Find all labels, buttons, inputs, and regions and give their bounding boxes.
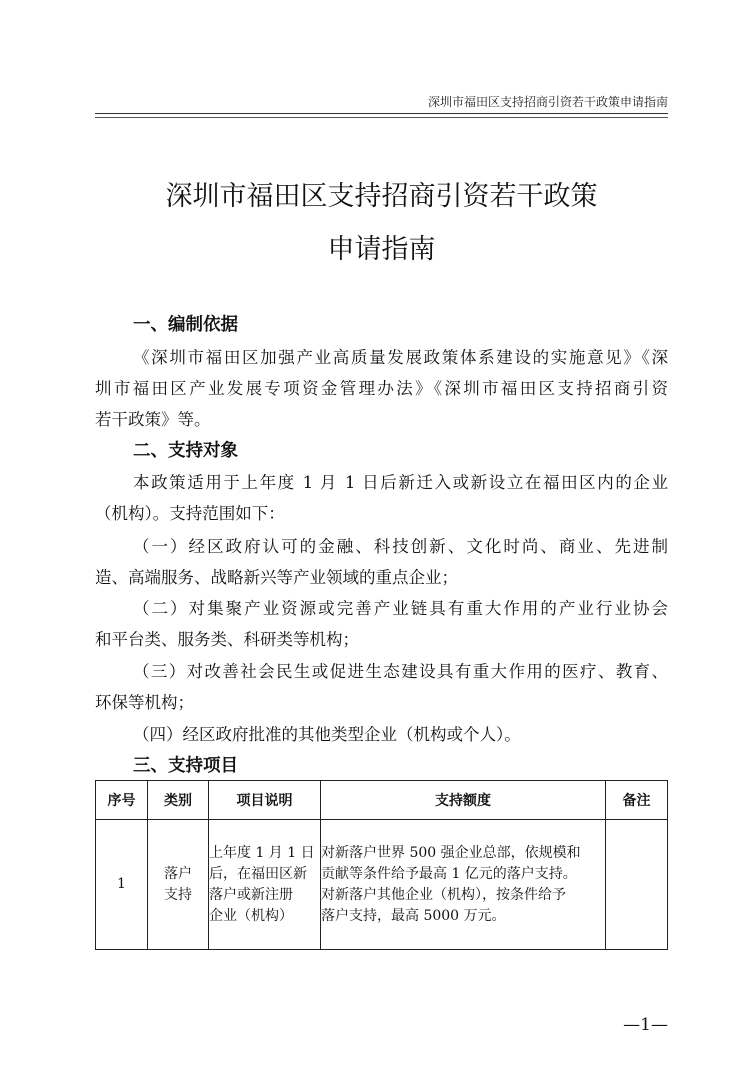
list-item-line: （四）经区政府批准的其他类型企业（机构或个人）。 — [133, 725, 521, 744]
running-header: 深圳市福田区支持招商引资若干政策申请指南 — [427, 95, 668, 109]
list-item-line: 和平台类、服务类、科研类等机构； — [95, 630, 359, 649]
paragraph-line: 若干政策》等。 — [95, 410, 211, 429]
support-items-table — [95, 780, 668, 950]
cell-category — [148, 820, 209, 950]
section-heading-targets: 二、支持对象 — [133, 441, 238, 461]
page-number: —1— — [623, 1015, 668, 1035]
table-header-row — [96, 781, 668, 820]
cell-line: 贡献等条件给予最高 1 亿元的落户支持。 — [321, 865, 577, 882]
section-heading-basis: 一、编制依据 — [133, 315, 238, 335]
cell-amount — [321, 820, 606, 950]
paragraph-line: 圳市福田区产业发展专项资金管理办法》《深圳市福田区支持招商引资 — [95, 379, 668, 398]
list-item-line: 环保等机构； — [95, 693, 194, 712]
list-item-line: （三）对改善社会民生或促进生态建设具有重大作用的医疗、教育、 — [133, 662, 668, 681]
cell-line: 上年度 1 月 1 日 — [209, 844, 315, 861]
cell-line: 企业（机构） — [209, 907, 293, 924]
document-title-line1: 深圳市福田区支持招商引资若干政策 — [165, 181, 598, 212]
section-heading-projects: 三、支持项目 — [133, 756, 238, 776]
list-item-line: 造、高端服务、战略新兴等产业领域的重点企业； — [95, 568, 458, 587]
column-header-amount: 支持额度 — [321, 781, 606, 820]
paragraph-line: （机构）。支持范围如下： — [95, 504, 285, 523]
cell-line: 后，在福田区新 — [209, 865, 307, 882]
list-item-line: （一）经区政府认可的金融、科技创新、文化时尚、商业、先进制 — [133, 537, 668, 556]
table-row — [96, 820, 668, 950]
list-item-line: （二）对集聚产业资源或完善产业链具有重大作用的产业行业协会 — [133, 599, 668, 618]
cell-line: 支持 — [164, 886, 192, 903]
column-header-category: 类别 — [148, 781, 209, 820]
paragraph-line: 本政策适用于上年度 1 月 1 日后新迁入或新设立在福田区内的企业 — [133, 473, 668, 492]
cell-line: 落户 — [164, 865, 192, 882]
cell-line: 对新落户世界 500 强企业总部，依规模和 — [321, 844, 581, 861]
column-header-description: 项目说明 — [209, 781, 321, 820]
document-title-line2: 申请指南 — [327, 234, 436, 265]
cell-remark — [606, 820, 668, 950]
cell-description — [209, 820, 321, 950]
cell-line: 落户支持，最高 5000 万元。 — [321, 907, 506, 924]
column-header-remark: 备注 — [606, 781, 668, 820]
cell-line: 落户或新注册 — [209, 886, 293, 903]
header-rule-thin — [95, 117, 668, 118]
column-header-no: 序号 — [96, 781, 148, 820]
cell-no: 1 — [96, 820, 148, 950]
cell-line: 对新落户其他企业（机构），按条件给予 — [321, 886, 566, 903]
paragraph-line: 《深圳市福田区加强产业高质量发展政策体系建设的实施意见》《深 — [133, 348, 668, 367]
header-rule-thick — [95, 113, 668, 114]
